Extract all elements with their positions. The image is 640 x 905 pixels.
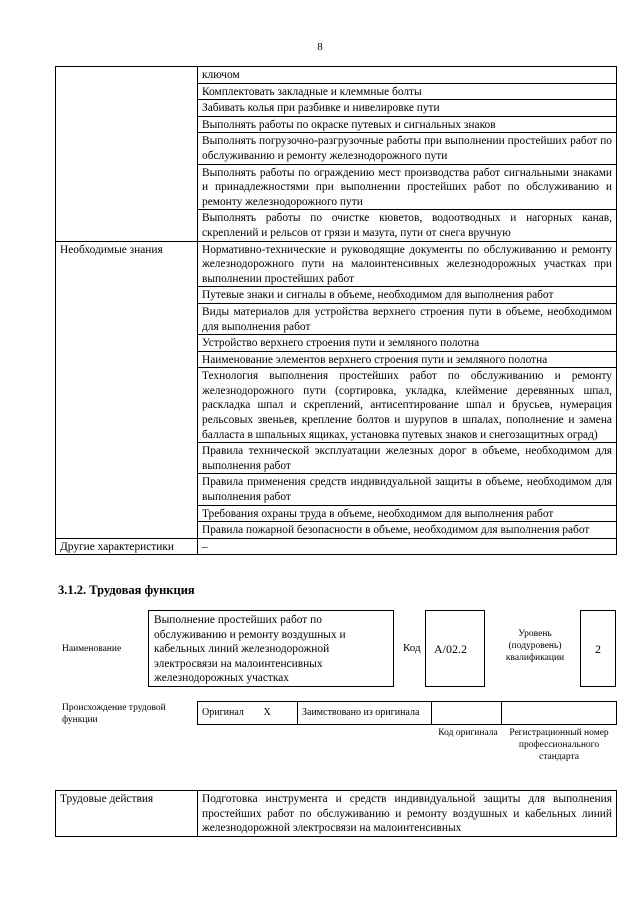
table-cell: Выполнять погрузочно-разгрузочные работы при выполнении простейших работ по обслуживанию и ремонту железнодорожного пути xyxy=(198,133,617,164)
actions-table xyxy=(55,790,617,837)
table-row xyxy=(56,241,617,287)
code-caption: Код оригинала xyxy=(438,728,498,738)
origin-code-cell xyxy=(432,702,502,725)
table-row xyxy=(198,702,617,725)
table-cell: Выполнять работы по ограждению мест производства работ сигнальными знаками и принадлежностями при выполнении простейших работ по обслуживанию и ремонту железнодорожного пути xyxy=(198,164,617,210)
page-number: 8 xyxy=(317,41,323,53)
table-cell: Подготовка инструмента и средств индивидуальной защиты для выполнения простейших работ по обслуживанию и ремонту воздушных и кабельных линий железнодорожной электросвязи на малоинтенсивных xyxy=(198,791,617,837)
table-cell: Правила применения средств индивидуальной защиты в объеме, необходимом для выполнения работ xyxy=(198,474,617,505)
table-cell: Требования охраны труда в объеме, необходимом для выполнения работ xyxy=(198,505,617,522)
row-label-knowledge: Необходимые знания xyxy=(56,241,198,538)
table-cell: Правила технической эксплуатации железных дорог в объеме, необходимом для выполнения работ xyxy=(198,443,617,474)
table-row xyxy=(56,791,617,837)
table-cell: Правила пожарной безопасности в объеме, необходимом для выполнения работ xyxy=(198,522,617,539)
original-mark: X xyxy=(260,702,298,725)
table-row xyxy=(56,67,617,84)
table-cell: ключом xyxy=(198,67,617,84)
origin-table xyxy=(197,701,617,725)
row-label-other: Другие характеристики xyxy=(56,538,198,555)
section-title: 3.1.2. Трудовая функция xyxy=(58,583,195,597)
row-label xyxy=(56,67,198,242)
table-cell: Комплектовать закладные и клеммные болты xyxy=(198,83,617,100)
code-box: А/02.2 xyxy=(425,610,485,687)
table-row xyxy=(56,538,617,555)
name-label: Наименование xyxy=(62,644,122,654)
table-cell: Виды материалов для устройства верхнего строения пути в объеме, необходимом для выполнения работ xyxy=(198,303,617,334)
row-label-actions: Трудовые действия xyxy=(56,791,198,837)
table-cell: Нормативно-технические и руководящие документы по обслуживанию и ремонту железнодорожного пути на малоинтенсивных железнодорожных участках при выполнении простейших работ xyxy=(198,241,617,287)
table-cell: Путевые знаки и сигналы в объеме, необходимом для выполнения работ xyxy=(198,287,617,304)
borrowed-label: Заимствовано из оригинала xyxy=(298,702,432,725)
table-cell: – xyxy=(198,538,617,555)
table-cell: Устройство верхнего строения пути и земляного полотна xyxy=(198,335,617,352)
origin-label: Происхождение трудовой функции xyxy=(62,703,166,725)
table-cell: Выполнять работы по окраске путевых и сигнальных знаков xyxy=(198,116,617,133)
table-cell: Наименование элементов верхнего строения пути и земляного полотна xyxy=(198,351,617,368)
skills-table xyxy=(55,66,617,555)
original-label: Оригинал xyxy=(198,702,260,725)
code-label: Код xyxy=(403,642,421,654)
origin-reg-cell xyxy=(502,702,617,725)
table-cell: Технология выполнения простейших работ по обслуживанию и ремонту железнодорожного пути (сортировка, укладка, клеймение деревянных шпал, раскладка шпал и скреплений, антисептирование шпал и брусьев, нумерация рельсовых звеньев, крепление болтов и шурупов в шпалах, пополнение и замена балласта в шпальных ящиках, установка путевых знаков и снегозащитных оград) xyxy=(198,368,617,443)
level-box: 2 xyxy=(580,610,616,687)
table-cell: Забивать колья при разбивке и нивелировке пути xyxy=(198,100,617,117)
level-label: Уровень (подуровень) квалификации xyxy=(505,629,565,663)
table-cell: Выполнять работы по очистке кюветов, водоотводных и нагорных канав, скреплений и рельсов от грязи и мазута, пути от снега вручную xyxy=(198,210,617,241)
reg-caption: Регистрационный номер профессионального стандарта xyxy=(509,728,609,762)
function-name-box: Выполнение простейших работ по обслуживанию и ремонту воздушных и кабельных линий железнодорожной электросвязи на малоинтенсивных железнодорожных участках xyxy=(148,610,394,687)
